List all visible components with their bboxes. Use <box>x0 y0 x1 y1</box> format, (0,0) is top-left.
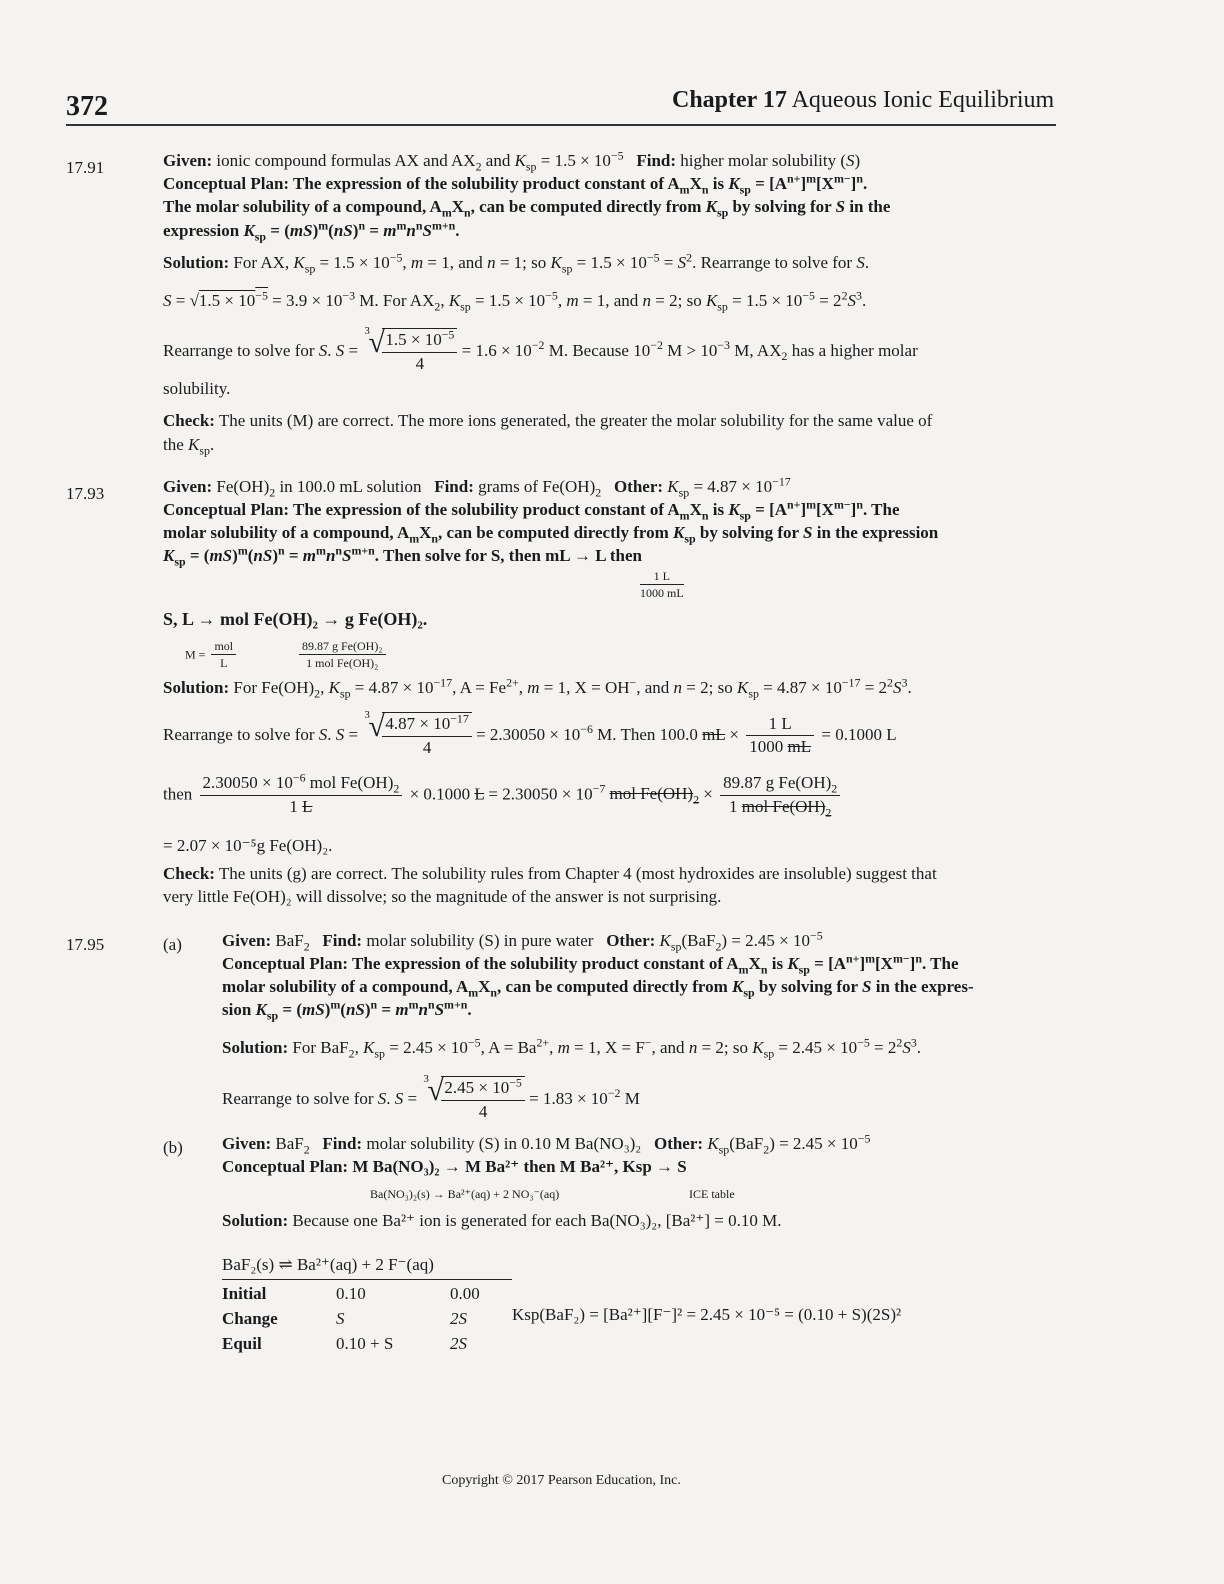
p93-molarity-def <box>185 638 239 671</box>
table-row <box>222 1307 494 1332</box>
problem-number: 17.91 <box>66 158 105 177</box>
given-text: ionic compound formulas AX and AX <box>216 151 476 170</box>
concept-text: Then solve for S, then mL → L then <box>383 546 642 565</box>
concept-text: sion <box>222 1000 252 1019</box>
solution-label: Solution: <box>222 1211 289 1230</box>
concept-text: Conceptual Plan: The expression of the solubility product constant of <box>163 500 665 519</box>
p95a-solution-1: Solution: For BaF$_2$, $K_{sp} = 2.45 \times 10^{-5}$, $A = Ba^{2+}$, m = 1, X = F−, and n = 2; so $K_{sp} = 2.45 \times 10^{-5} = 2^2S^3$. <box>222 1035 922 1061</box>
header-rule <box>66 124 1056 126</box>
concept-text: can be computed directly from <box>446 523 669 542</box>
p95a-solution-2: Rearrange to solve for S. S = 3 √ $\frac{2.45 \times 10^{-5}}{4}$ = $1.83 \times 10^{-2}$ M <box>222 1076 640 1124</box>
ice-table <box>222 1254 512 1357</box>
concept-text: in the <box>849 197 891 216</box>
page-number: 372 <box>66 91 108 122</box>
solution-label: Solution: <box>163 678 230 697</box>
concept-text: Conceptual Plan: The expression of the solubility product constant of <box>222 954 724 973</box>
p93-solution-2: Rearrange to solve for S. S = 3 √ $\frac{4.87 \times 10^{-17}}{4}$ = $2.30050 \times 10^{-6}$ M. Then 100.0 mL × $\frac{1 L}{1000 mL}$ = 0.1000 L <box>163 712 897 760</box>
p91-concept-3: expression $K_{sp} = (mS)^m(nS)^n = m^mn^nS^{m+n}$. <box>163 218 460 244</box>
m-numerator: mol <box>211 638 236 655</box>
p91-solubility-word: solubility. <box>163 379 231 398</box>
p93-concept-1: Conceptual Plan: The expression of the solubility product constant of $A_mX_n$ is $K_{sp} = [A^{n+}]^m[X^{m-}]^n$. The <box>163 497 900 523</box>
concept-text: by solving for <box>699 523 799 542</box>
solution-text: For AX, <box>233 253 290 272</box>
problem-number: 17.95 <box>66 935 105 954</box>
p93-concept-3: $K_{sp} = (mS)^m(nS)^n = m^mn^nS^{m+n}$. Then solve for S, then mL → L then <box>163 543 642 569</box>
solution-text: Because one Ba²⁺ ion is generated for each Ba(NO₃)₂, [Ba²⁺] = 0.10 M. <box>292 1211 782 1230</box>
find-text: molar solubility (S) in pure water <box>366 931 594 950</box>
check-text: The units (M) are correct. The more ions generated, the greater the molar solubility for the same value of <box>218 411 933 430</box>
p95b-solution <box>222 1210 781 1233</box>
p91-concept-1: Conceptual Plan: The expression of the solubility product constant of $A_mX_n$ is $K_{sp} = [A^{n+}]^m[X^{m-}]^n$. <box>163 171 868 197</box>
p95a-concept-3: sion $K_{sp} = (mS)^m(nS)^n = m^mn^nS^{m+n}$. <box>222 997 472 1023</box>
then-text: then <box>163 784 193 804</box>
mm-numerator: 89.87 g Fe(OH)₂ <box>299 638 386 655</box>
check-text: The units (g) are correct. The solubility rules from Chapter 4 (most hydroxides are insoluble) suggest that <box>218 864 937 883</box>
p93-solution-1: Solution: For $Fe(OH)_2$, $K_{sp} = 4.87 \times 10^{-17}$, $A = Fe^{2+}$, m = 1, X = OH−, and n = 2; so $K_{sp} = 4.87 \times 10^{-17} = 2^2S^3$. <box>163 675 912 701</box>
find-label: Find: <box>636 151 677 170</box>
p93-given-line: Given: $Fe(OH)_2$ in 100.0 mL solution Find: grams of $Fe(OH)_2$ Other: $K_{sp} = 4.87 \times 10^{-17}$ <box>163 474 791 500</box>
p91-check <box>163 410 932 433</box>
problem-number: 17.93 <box>66 484 105 503</box>
concept-text: expression <box>163 221 240 240</box>
find-label: Find: <box>322 1134 363 1153</box>
row-label: Equil <box>222 1333 262 1353</box>
chapter-label: Chapter 17 <box>672 87 787 113</box>
other-label: Other: <box>613 477 664 496</box>
other-label: Other: <box>653 1134 704 1153</box>
p95b-given-line: Given: BaF$_2$ Find: molar solubility (S) in 0.10 M Ba(NO₃)₂ Other: $K_{sp}(BaF_2) = 2.45 \times 10^{-5}$ <box>222 1131 871 1157</box>
p95b-reaction-note: Ba(NO₃)₂(s) → Ba²⁺(aq) + 2 NO₃⁻(aq) <box>370 1187 560 1201</box>
concept-text: molar solubility of a compound, <box>163 523 394 542</box>
table-row <box>222 1282 494 1307</box>
table-row <box>222 1332 494 1357</box>
given-label: Given: <box>163 151 213 170</box>
find-text: grams of <box>478 477 539 496</box>
find-text: higher molar solubility <box>680 151 837 170</box>
p95a-given-line: Given: BaF$_2$ Find: molar solubility (S) in pure water Other: $K_{sp}(BaF_2) = 2.45 \times 10^{-5}$ <box>222 928 823 954</box>
given-label: Given: <box>222 1134 272 1153</box>
ba-value: 0.10 + S <box>336 1333 394 1353</box>
part-label-b: (b) <box>163 1138 183 1157</box>
m-eq-label: M = <box>185 647 206 662</box>
find-label: Find: <box>322 931 363 950</box>
p95a-concept-1: Conceptual Plan: The expression of the solubility product constant of $A_mX_n$ is $K_{sp} = [A^{n+}]^m[X^{m-}]^n$. The <box>222 951 959 977</box>
copyright: Copyright © 2017 Pearson Education, Inc. <box>442 1473 681 1488</box>
p91-check-2: the $K_{sp}$. <box>163 435 215 458</box>
and-text: and <box>485 151 511 170</box>
row-label: Initial <box>222 1283 267 1303</box>
conversion-denominator: 1000 mL <box>640 586 684 601</box>
chapter-title: Aqueous Ionic Equilibrium <box>791 87 1055 113</box>
m-denominator: L <box>220 656 228 671</box>
concept-text: in the expression <box>816 523 939 542</box>
row-label: Change <box>222 1308 278 1328</box>
ba-value: S <box>336 1308 345 1328</box>
p93-path: S, L → mol Fe(OH)₂ → g Fe(OH)₂. <box>163 609 428 629</box>
mm-denominator: 1 mol Fe(OH)₂ <box>306 656 379 671</box>
p91-solution-1: Solution: For AX, $K_{sp} = 1.5 \times 10^{-5}$, m = 1, and n = 1; so $K_{sp} = 1.5 \times 10^{-5} = S^2$. Rearrange to solve for S. <box>163 250 870 276</box>
f-value: 0.00 <box>450 1283 480 1303</box>
given-label: Given: <box>222 931 272 950</box>
check-text: the <box>163 435 184 454</box>
rearrange-text: Rearrange to solve for <box>163 340 315 360</box>
p93-final: = 2.07 × 10⁻⁵g Fe(OH)₂. <box>163 836 333 855</box>
p91-given-line: Given: ionic compound formulas AX and $AX_2$ and $K_{sp} = 1.5 \times 10^{-5}$ Find: higher molar solubility (S) <box>163 148 861 174</box>
p91-solution-2: $S = √1.5 \times 10^{-5} = 3.9 \times 10^{-3}$ M. For $AX_2$, $K_{sp} = 1.5 \times 10^{-5}$, m = 1, and n = 2; so $K_{sp} = 1.5 \times 10^{-5} = 2^2S^3$. <box>163 288 867 314</box>
ksp-expression: Ksp(BaF₂) = [Ba²⁺][F⁻]² = 2.45 × 10⁻⁵ = (0.10 + S)(2S)² <box>512 1305 902 1324</box>
rearrange-text: Rearrange to solve for <box>222 1088 374 1108</box>
check-label: Check: <box>163 411 215 430</box>
p91-concept-2: The molar solubility of a compound, $A_mX_n$, can be computed directly from $K_{sp}$ by solving for S in the <box>163 197 891 220</box>
solution-text: has a higher molar <box>791 340 918 360</box>
p93-check <box>163 863 937 886</box>
solution-label: Solution: <box>163 253 230 272</box>
solution-text: Rearrange to solve for <box>700 253 853 272</box>
rearrange-text: Rearrange to solve for <box>163 724 315 744</box>
concept-text: molar solubility of a compound, <box>222 977 453 996</box>
given-text: in 100.0 mL solution <box>279 477 422 496</box>
concept-text: Conceptual Plan: The expression of the solubility product constant of <box>163 174 665 193</box>
ice-table-header: BaF₂(s) ⇌ Ba²⁺(aq) + 2 F⁻(aq) <box>222 1254 512 1280</box>
solution-text: M. Because 10 <box>548 340 651 360</box>
p93-molar-mass <box>296 638 389 671</box>
find-text: molar solubility (S) in 0.10 M Ba(NO₃)₂ <box>366 1134 642 1153</box>
solution-label: Solution: <box>222 1038 289 1057</box>
p95b-concept: Conceptual Plan: M Ba(NO₃)₂ → M Ba²⁺ then M Ba²⁺, Ksp → S <box>222 1157 687 1176</box>
f-value: 2S <box>450 1333 467 1353</box>
other-label: Other: <box>606 931 656 950</box>
ba-value: 0.10 <box>336 1283 366 1303</box>
concept-text: The molar solubility of a compound, <box>163 197 427 216</box>
p95b-ice-note: ICE table <box>689 1187 735 1201</box>
conversion-factor <box>640 568 684 601</box>
concept-text: by solving for <box>732 197 832 216</box>
p93-concept-2: molar solubility of a compound, $A_mX_n$, can be computed directly from $K_{sp}$ by solving for S in the expression <box>163 523 939 546</box>
find-label: Find: <box>434 477 474 496</box>
concept-text: by solving for <box>758 977 858 996</box>
p93-check-2: very little Fe(OH)₂ will dissolve; so the magnitude of the answer is not surprising. <box>163 887 722 906</box>
given-label: Given: <box>163 477 213 496</box>
check-label: Check: <box>163 864 215 883</box>
part-label-a: (a) <box>163 935 182 954</box>
f-value: 2S <box>450 1308 467 1328</box>
conversion-numerator: 1 L <box>640 568 684 585</box>
p95a-concept-2: molar solubility of a compound, $A_mX_n$, can be computed directly from $K_{sp}$ by solving for S in the expres- <box>222 977 974 1000</box>
chapter-heading <box>672 84 1054 116</box>
concept-text: can be computed directly from <box>479 197 702 216</box>
p91-solution-3: Rearrange to solve for S. S = 3 √ $\frac{1.5 \times 10^{-5}}{4}$ = $1.6 \times 10^{-2}$ M. Because $10^{-2}$ $M > 10^{-3}$ M, $AX_2$ has a higher molar <box>163 328 918 376</box>
concept-text: in the expres- <box>875 977 974 996</box>
solution-text: M. For AX <box>359 291 435 310</box>
p93-solution-3: then $\frac{2.30050 \times 10^{-6} mol Fe(OH)_2}{1 L}$ × 0.1000 $L = 2.30050 \times 10^{-7}$ mol $Fe(OH)_2$ × $\frac{89.87 g Fe(OH)_2}{1 mol Fe(OH)_2}$ <box>163 772 843 819</box>
concept-text: can be computed directly from <box>505 977 728 996</box>
